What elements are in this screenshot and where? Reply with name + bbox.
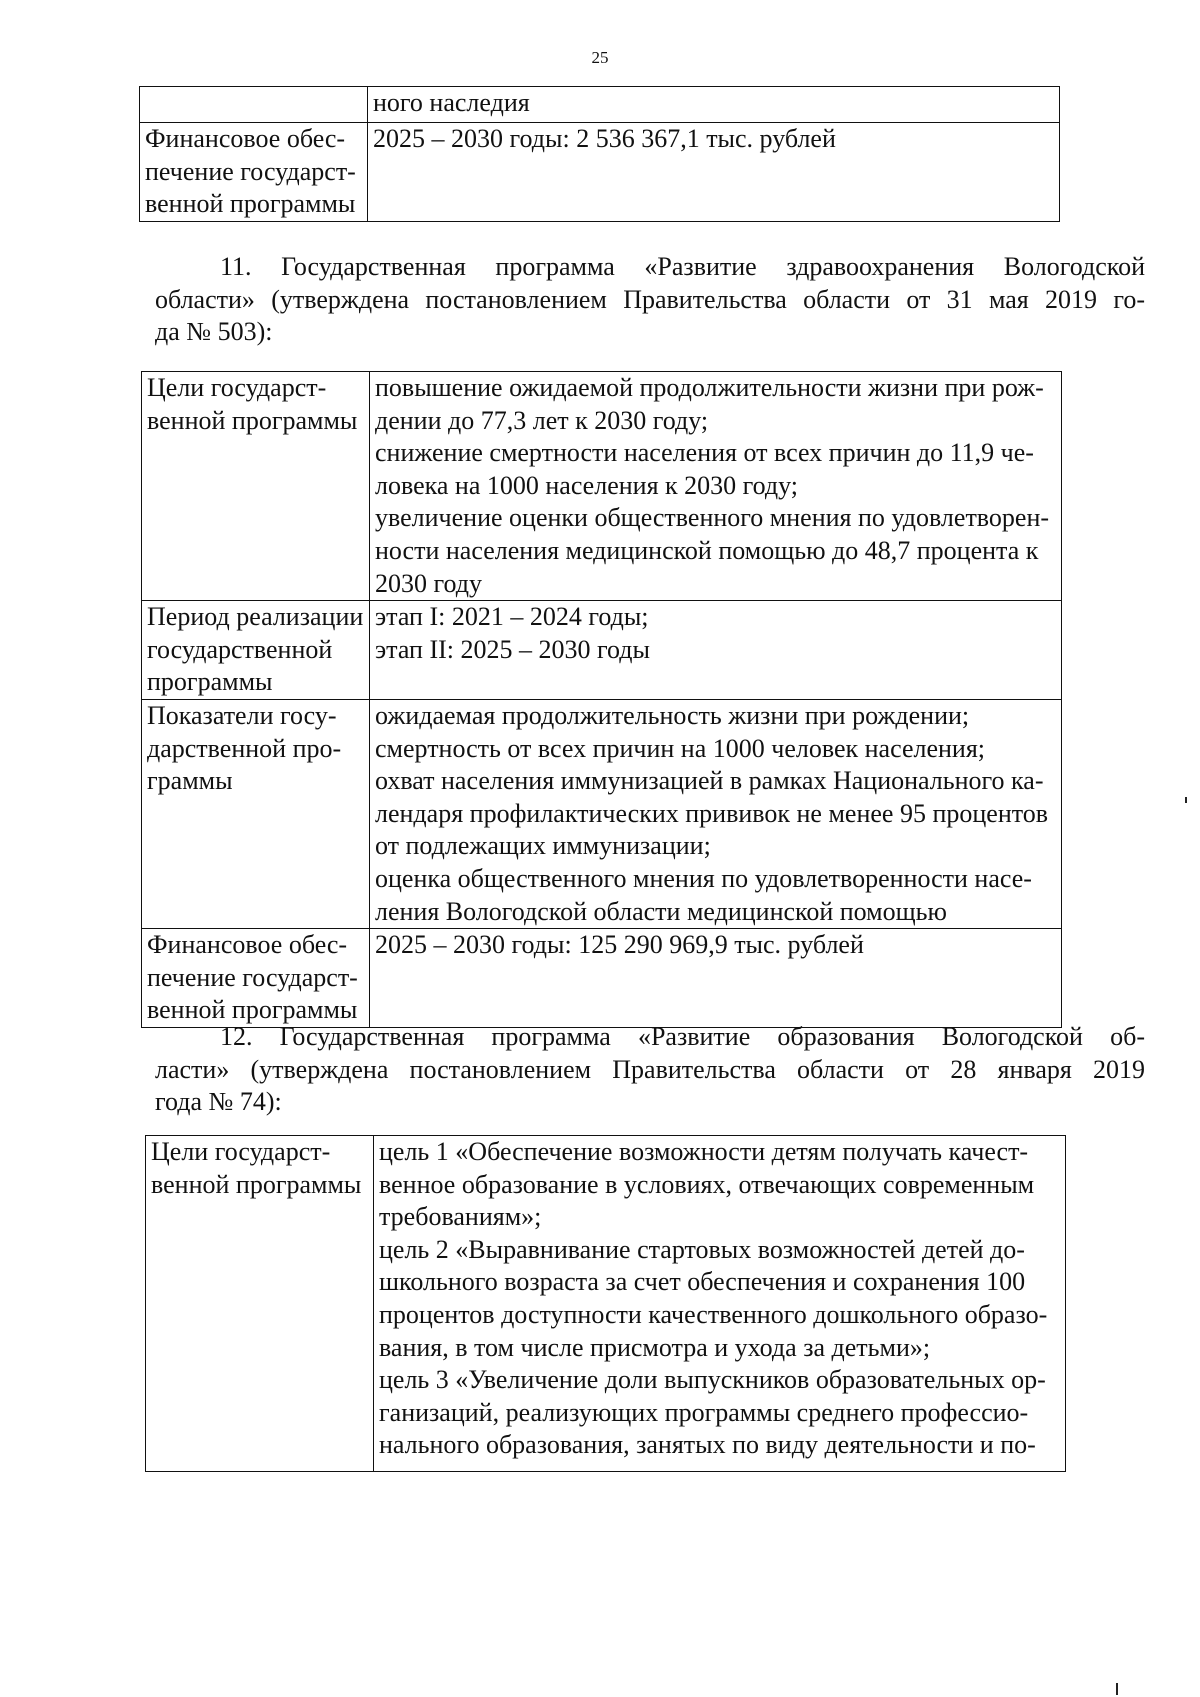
scan-mark [1116,1683,1118,1695]
value-line: требованиям»; [379,1202,542,1232]
value-line: лендаря профилактических прививок не менее 95 процентов [375,798,1049,828]
value-line: ловека на 1000 населения к 2030 году; [375,470,799,500]
paragraph-line: года № 74): [155,1087,282,1117]
paragraph-program-12 [155,1021,1145,1119]
row-value [370,929,1062,1028]
value-line: от подлежащих иммунизации; [375,831,711,861]
value-line: снижение смертности населения от всех причин до 11,9 че- [375,438,1034,468]
value-line: нального образования, занятых по виду деятельности и по- [379,1430,1036,1460]
value-line: ления Вологодской области медицинской помощью [375,896,947,926]
scan-mark [1185,797,1187,803]
table-row [140,123,1060,222]
value-line: ного наследия [373,88,530,117]
table-row [142,699,1062,928]
value-line: 2025 – 2030 годы: 125 290 969,9 тыс. рублей [375,930,864,960]
table-program-12 [145,1135,1066,1472]
value-line: ожидаемая продолжительность жизни при рождении; [375,700,970,730]
row-value [370,372,1062,601]
row-value [368,87,1060,123]
value-line: этап I: 2021 – 2024 годы; [375,602,649,632]
value-line: цель 3 «Увеличение доли выпускников образовательных ор- [379,1365,1046,1395]
row-label: Финансовое обес- печение государст- венной программы [142,929,370,1028]
value-line: 2030 году [375,568,482,598]
value-line: повышение ожидаемой продолжительности жизни при рож- [375,373,1044,402]
value-line: школьного возраста за счет обеспечения и сохранения 100 [379,1267,1026,1297]
value-line: охват населения иммунизацией в рамках Национального ка- [375,766,1044,796]
row-value [370,699,1062,928]
row-label [140,87,368,123]
row-label: Показатели госу- дарственной про- граммы [142,699,370,928]
table-top [139,86,1060,222]
paragraph-line: 12. Государственная программа «Развитие образования Вологодской об- [220,1022,1145,1051]
row-label: Финансовое обес- печение государст- венной программы [140,123,368,222]
table-row [140,87,1060,123]
paragraph-line: ласти» (утверждена постановлением Правительства области от 28 января 2019 [155,1054,1145,1084]
table-row [142,601,1062,700]
value-line: цель 1 «Обеспечение возможности детям получать качест- [379,1137,1029,1166]
row-label: Цели государст- венной программы [146,1136,374,1472]
value-line: вания, в том числе присмотра и ухода за детьми»; [379,1332,931,1362]
value-line: этап II: 2025 – 2030 годы [375,634,650,664]
table-row [146,1136,1066,1472]
table-row [142,929,1062,1028]
value-line: венное образование в условиях, отвечающих современным [379,1169,1035,1199]
value-line: ности населения медицинской помощью до 48,7 процента к [375,535,1039,565]
paragraph-line: области» (утверждена постановлением Правительства области от 31 мая 2019 го- [155,284,1145,314]
row-label: Период реализации государственной программы [142,601,370,700]
row-value [370,601,1062,700]
row-value [368,123,1060,222]
table-row [142,372,1062,601]
value-line: ганизаций, реализующих программы среднего профессио- [379,1397,1029,1427]
value-line: цель 2 «Выравнивание стартовых возможностей детей до- [379,1234,1025,1264]
table-program-11 [141,371,1062,1028]
value-line: увеличение оценки общественного мнения по удовлетворен- [375,503,1050,533]
value-line: смертность от всех причин на 1000 человек населения; [375,733,986,763]
value-line: процентов доступности качественного дошкольного образо- [379,1299,1048,1329]
row-label: Цели государст- венной программы [142,372,370,601]
value-line: оценка общественного мнения по удовлетворенности насе- [375,863,1032,893]
paragraph-program-11 [155,251,1145,349]
row-value [374,1136,1066,1472]
value-line: дении до 77,3 лет к 2030 году; [375,405,709,435]
paragraph-line: да № 503): [155,317,273,347]
paragraph-line: 11. Государственная программа «Развитие здравоохранения Вологодской [220,252,1145,281]
value-line: 2025 – 2030 годы: 2 536 367,1 тыс. рублей [373,124,836,153]
page-number: 25 [591,48,609,67]
